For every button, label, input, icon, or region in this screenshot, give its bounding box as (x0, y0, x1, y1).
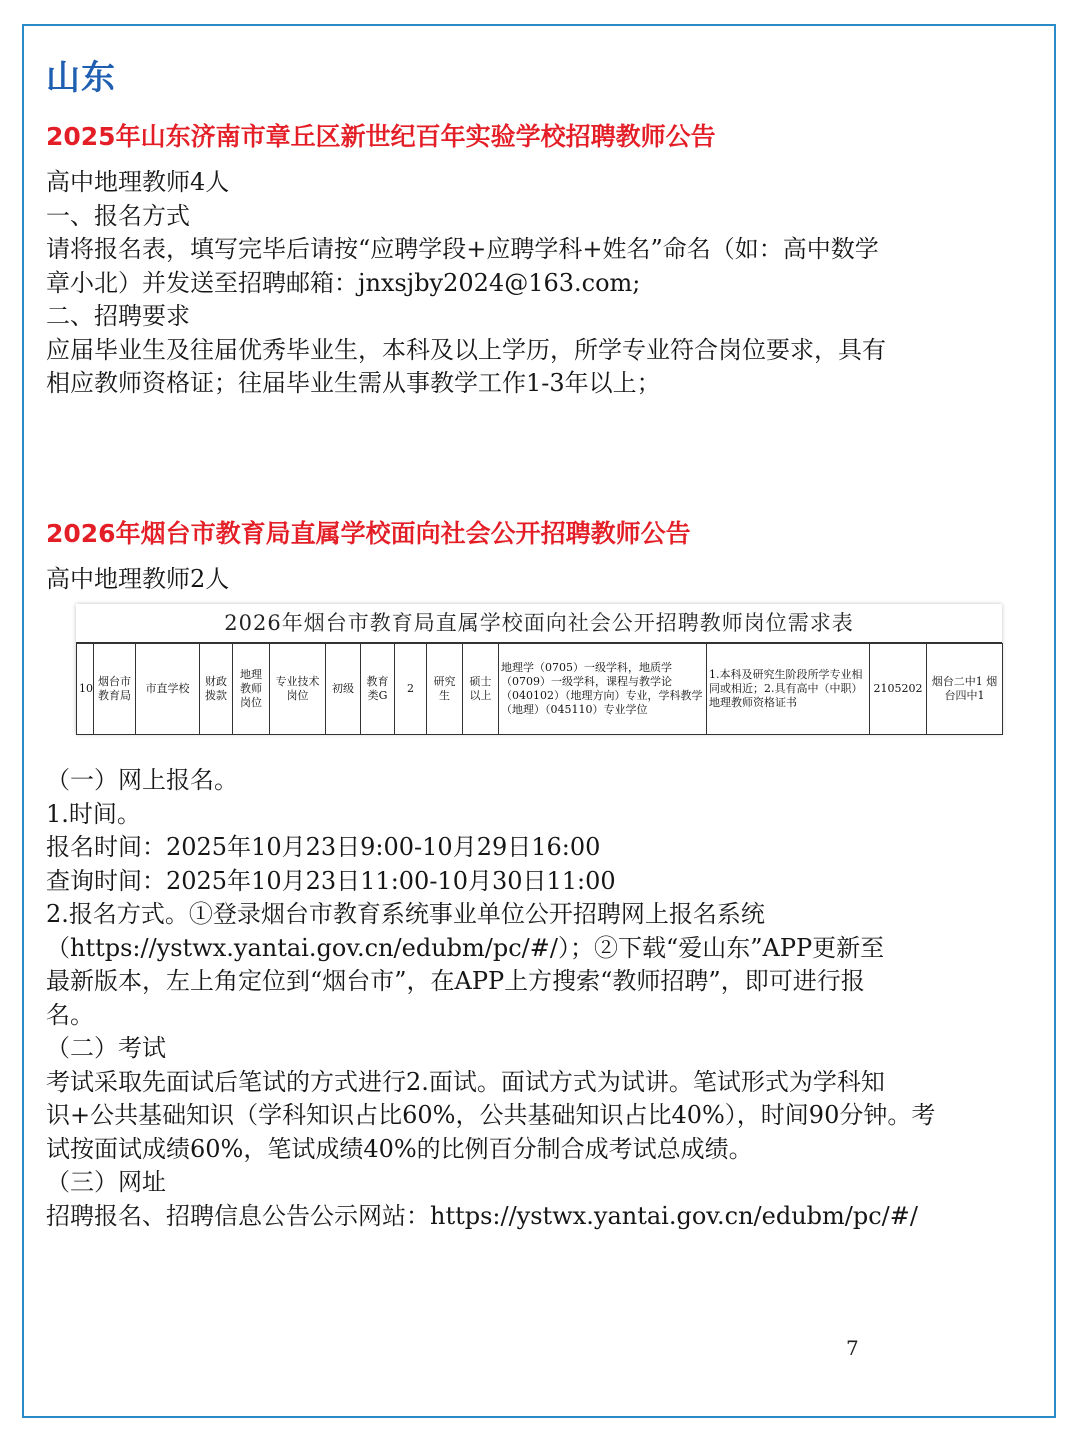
text-line: （二）考试 (46, 1034, 166, 1062)
table-cell: 硕士以上 (463, 644, 499, 735)
table-cell: 专业技术岗位 (270, 644, 326, 735)
text-line: （https://ystwx.yantai.gov.cn/edubm/pc/#/）；②下载“爱山东”APP更新至 (46, 933, 885, 962)
table-cell: 1.本科及研究生阶段所学专业相同或相近；2.具有高中（中职）地理教师资格证书 (707, 644, 870, 735)
section2-body (46, 764, 1031, 1233)
text-line: 1.时间。 (46, 799, 141, 828)
text-line: 考试采取先面试后笔试的方式进行2.面试。面试方式为试讲。笔试形式为学科知 (46, 1067, 885, 1096)
text-line: 报名时间：2025年10月23日9:00-10月29日16:00 (46, 833, 601, 861)
text-line: 查询时间：2025年10月23日11:00-10月30日11:00 (46, 866, 616, 895)
table-cell: 2105202 (870, 644, 927, 735)
text-line: 名。 (46, 1000, 94, 1029)
page-number: 7 (846, 1336, 859, 1360)
text-line: 章小北）并发送至招聘邮箱：jnxsjby2024@163.com; (46, 268, 641, 297)
table-cell: 教育类G (361, 644, 395, 735)
region-title: 山东 (46, 58, 116, 98)
text-line: 高中地理教师2人 (46, 565, 230, 593)
text-line: （一）网上报名。 (46, 766, 238, 794)
section1-body (46, 166, 1031, 401)
text-line: 应届毕业生及往届优秀毕业生，本科及以上学历，所学专业符合岗位要求，具有 (46, 335, 886, 364)
table-cell: 市直学校 (136, 644, 200, 735)
table-grid (76, 643, 1003, 735)
table-cell: 烟台市教育局 (94, 644, 136, 735)
table-cell: 地理学（0705）一级学科，地质学（0709）一级学科，课程与教学论（040102）（地理方向）专业，学科教学（地理）（045110）专业学位 (499, 644, 707, 735)
text-line: 相应教师资格证；往届毕业生需从事教学工作1-3年以上； (46, 369, 661, 397)
table-row (77, 644, 1003, 735)
text-line: 试按面试成绩60%，笔试成绩40%的比例百分制合成考试总成绩。 (46, 1134, 753, 1163)
text-line: 识+公共基础知识（学科知识占比60%，公共基础知识占比40%），时间90分钟。考 (46, 1101, 936, 1129)
text-line: 一、报名方式 (46, 201, 190, 230)
table-cell: 烟台二中1 烟台四中1 (927, 644, 1003, 735)
table-cell: 2 (395, 644, 427, 735)
job-requirement-table (76, 604, 1002, 734)
text-line: 二、招聘要求 (46, 302, 190, 330)
table-cell: 财政拨款 (200, 644, 233, 735)
website-link[interactable]: 招聘报名、招聘信息公告公示网站：https://ystwx.yantai.gov.cn/edubm/pc/#/ (46, 1201, 918, 1230)
text-line: 高中地理教师4人 (46, 168, 230, 196)
section2-intro (46, 563, 1031, 597)
table-cell: 初级 (326, 644, 361, 735)
section1-heading: 2025年山东济南市章丘区新世纪百年实验学校招聘教师公告 (46, 122, 716, 151)
table-title: 2026年烟台市教育局直属学校面向社会公开招聘教师岗位需求表 (76, 604, 1002, 643)
text-line: 2.报名方式。①登录烟台市教育系统事业单位公开招聘网上报名系统 (46, 900, 765, 928)
text-line: 请将报名表，填写完毕后请按“应聘学段+应聘学科+姓名”命名（如：高中数学 (46, 235, 879, 263)
text-line: （三）网址 (46, 1168, 166, 1196)
table-cell: 地理教师岗位 (233, 644, 270, 735)
text-line: 最新版本，左上角定位到“烟台市”，在APP上方搜索“教师招聘”，即可进行报 (46, 967, 865, 995)
table-cell: 10 (77, 644, 94, 735)
section2-heading: 2026年烟台市教育局直属学校面向社会公开招聘教师公告 (46, 519, 691, 548)
table-cell: 研究生 (427, 644, 463, 735)
